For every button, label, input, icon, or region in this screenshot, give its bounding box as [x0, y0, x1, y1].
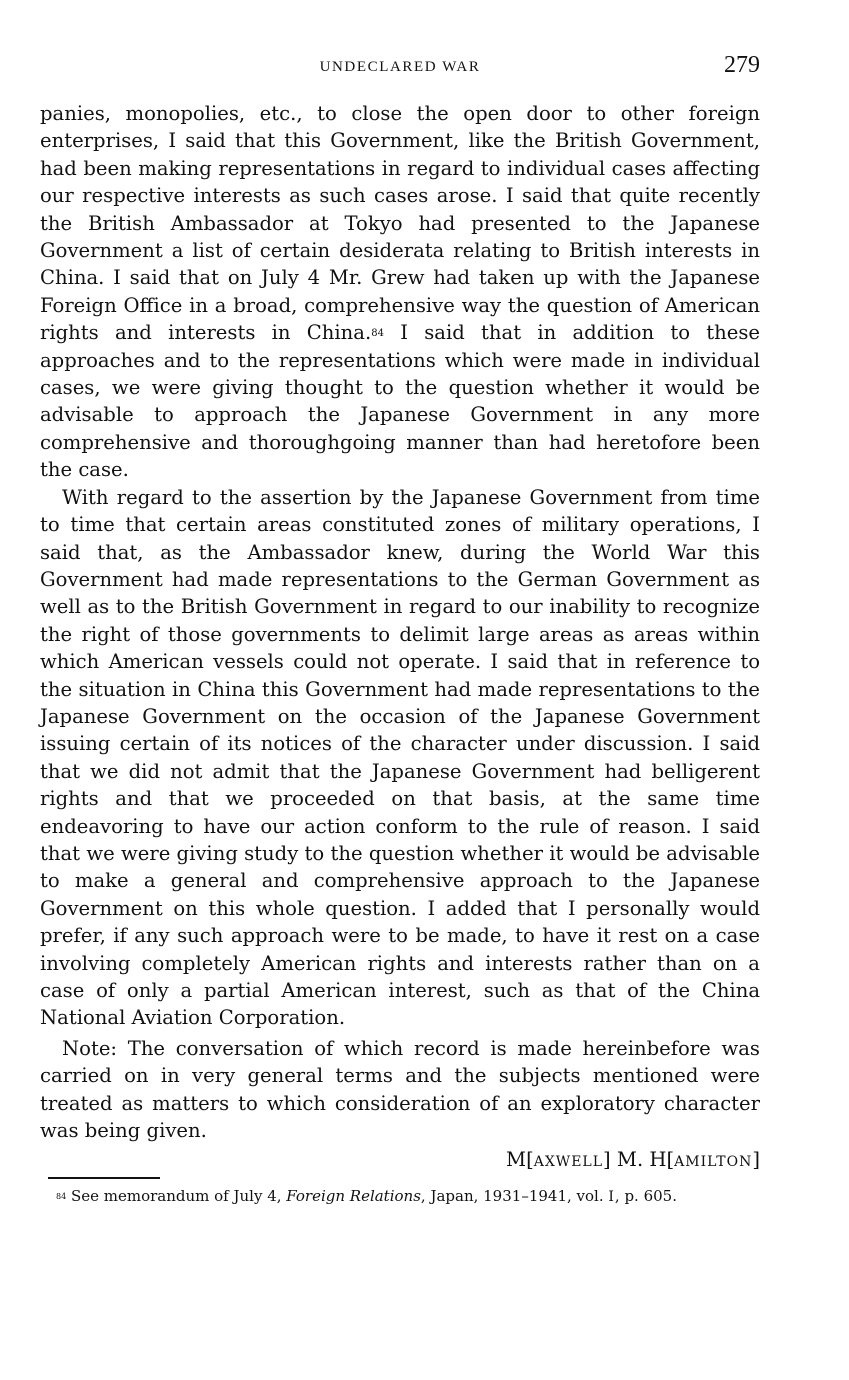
publication-title: Foreign Relations: [286, 1187, 421, 1205]
body-text: [40, 100, 760, 1177]
paragraph-continued: [40, 100, 760, 484]
paragraph-text: I said that in addition to these approaches and to the representations which were made in individual cases, we were giving thought to the question whether it would be advisable to approach the Japanese Government in any more comprehensive and thoroughgoing manner than had heretofore been the case.: [40, 321, 760, 482]
footnote: $^{84}$ See memorandum of July 4, Foreign Relations, Japan, 1931–1941, vol. I, p. 605.: [56, 1187, 677, 1205]
paragraph-text: panies, monopolies, etc., to close the open door to other foreign enterprises, I said that this Government, like the British Government, had been making representations in regard to individual cases affecting our respective interests as such cases arose. I said that quite recently the British Ambassador at Tokyo had presented to the Japanese Government a list of certain desiderata relating to British interests in China. I said that on July 4 Mr. Grew had taken up with the Japanese Foreign Office in a broad, comprehensive way the question of American rights and interests in China.: [40, 102, 760, 345]
footnote-divider: [48, 1177, 160, 1179]
page-header: [40, 52, 760, 86]
footnote-reference: 84: [371, 328, 384, 340]
note-paragraph: Note: The conversation of which record is made hereinbefore was carried on in very general terms and the subjects mentioned were treated as matters to which consideration of an exploratory character was being given.: [40, 1036, 760, 1143]
page-number: 279: [724, 52, 760, 78]
footnote-marker: 84: [56, 1192, 67, 1201]
paragraph-war-zones: With regard to the assertion by the Japanese Government from time to time that certain areas constituted zones of military operations, I said that, as the Ambassador knew, during the World War this Government had made representations to the German Government as well as to the British Government in regard to our inability to recognize the right of those governments to delimit large areas as areas within which American vessels could not operate. I said that in reference to the situation in China this Government had made representations to the Japanese Government on the occasion of the Japanese Government issuing certain of its notices of the character under discussion. I said that we did not admit that the Japanese Government had belligerent rights and that we proceeded on that basis, at the same time endeavoring to have our action conform to the rule of reason. I said that we were giving study to the question whether it would be advisable to make a general and comprehensive approach to the Japanese Government on this whole question. I added that I personally would prefer, if any such approach were to be made, to have it rest on a case involving completely American rights and interests rather than on a case of only a partial American interest, such as that of the China National Aviation Corporation.: [40, 485, 760, 1030]
signature-line: M[AXWELL] M. H[AMILTON]: [506, 1148, 760, 1172]
running-title: UNDECLARED WAR: [319, 59, 481, 75]
